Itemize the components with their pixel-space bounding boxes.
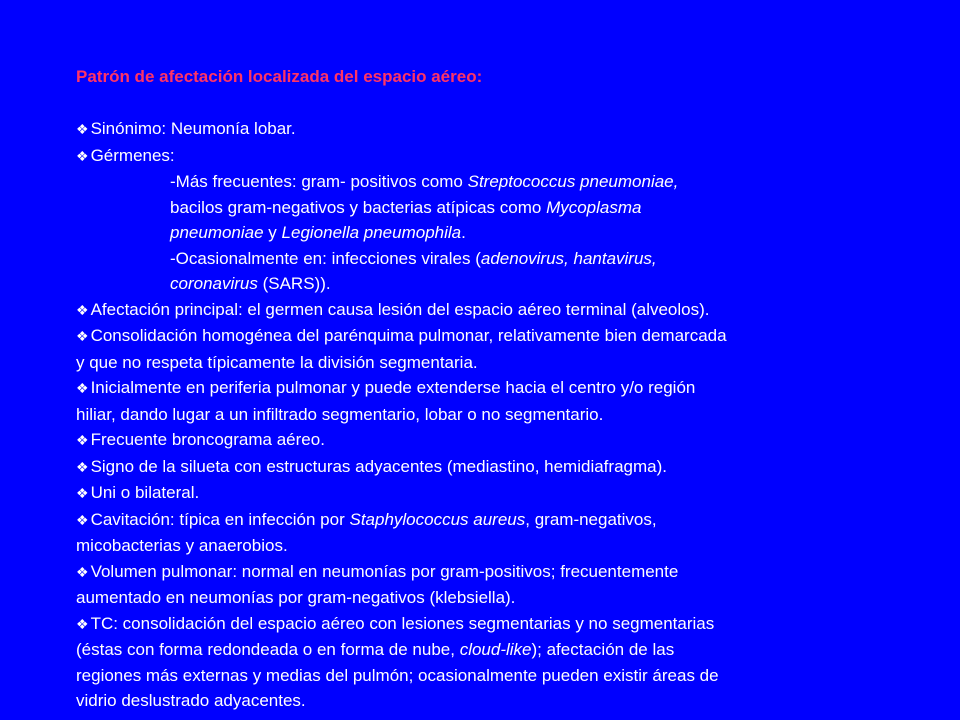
diamond-bullet-icon: ❖ bbox=[76, 432, 89, 448]
diamond-bullet-icon: ❖ bbox=[76, 301, 89, 318]
diamond-bullet-icon: ❖ bbox=[76, 485, 89, 501]
diamond-bullet-icon: ❖ bbox=[76, 511, 89, 528]
diamond-bullet-icon: ❖ bbox=[76, 147, 89, 164]
diamond-bullet-icon: ❖ bbox=[76, 328, 89, 344]
item-silueta: ❖ Signo de la silueta con estructuras adyacentes (mediastino, hemidiafragma). bbox=[76, 456, 667, 476]
germenes-ocasionales: -Ocasionalmente en: infecciones virales (adenovirus, hantavirus, coronavirus (SARS)). bbox=[170, 248, 657, 293]
item-tc: ❖ TC: consolidación del espacio aéreo con lesiones segmentarias y no segmentarias (éstas con forma redondeada o en forma de nube, cloud-like); afectación de las regiones más externas y medias del pulmón; ocasionalmente pueden existir áreas de vidrio deslustrado adyacentes. bbox=[76, 613, 719, 710]
item-afectacion: ❖ Afectación principal: el germen causa lesión del espacio aéreo terminal (alveolos). bbox=[76, 299, 710, 319]
item-broncograma: ❖ Frecuente broncograma aéreo. bbox=[76, 430, 325, 449]
germenes-frecuentes: -Más frecuentes: gram- positivos como Streptococcus pneumoniae, bacilos gram-negativos y bacterias atípicas como Mycoplasma pneumoniae y Legionella pneumophila. bbox=[170, 172, 679, 242]
item-consolidacion: ❖ Consolidación homogénea del parénquima pulmonar, relativamente bien demarcada y que no respeta típicamente la división segmentaria. bbox=[76, 326, 727, 372]
diamond-bullet-icon: ❖ bbox=[76, 458, 89, 475]
item-volumen: ❖ Volumen pulmonar: normal en neumonías por gram-positivos; frecuentemente aumentado en neumonías por gram-negativos (klebsiella). bbox=[76, 561, 679, 607]
slide-title: Patrón de afectación localizada del espacio aéreo: bbox=[76, 67, 483, 86]
item-cavitacion: ❖ Cavitación: típica en infección por Staphylococcus aureus, gram-negativos, micobacterias y anaerobios. bbox=[76, 509, 657, 555]
diamond-bullet-icon: ❖ bbox=[76, 615, 89, 632]
item-sinonimo: ❖ Sinónimo: Neumonía lobar. bbox=[76, 119, 296, 138]
diamond-bullet-icon: ❖ bbox=[76, 121, 89, 137]
item-germenes: ❖ Gérmenes: bbox=[76, 145, 175, 165]
diamond-bullet-icon: ❖ bbox=[76, 380, 89, 396]
diamond-bullet-icon: ❖ bbox=[76, 563, 89, 580]
item-uni: ❖ Uni o bilateral. bbox=[76, 483, 200, 502]
item-inicial: ❖ Inicialmente en periferia pulmonar y puede extenderse hacia el centro y/o región hiliar, dando lugar a un infiltrado segmentario, lobar o no segmentario. bbox=[76, 378, 696, 424]
